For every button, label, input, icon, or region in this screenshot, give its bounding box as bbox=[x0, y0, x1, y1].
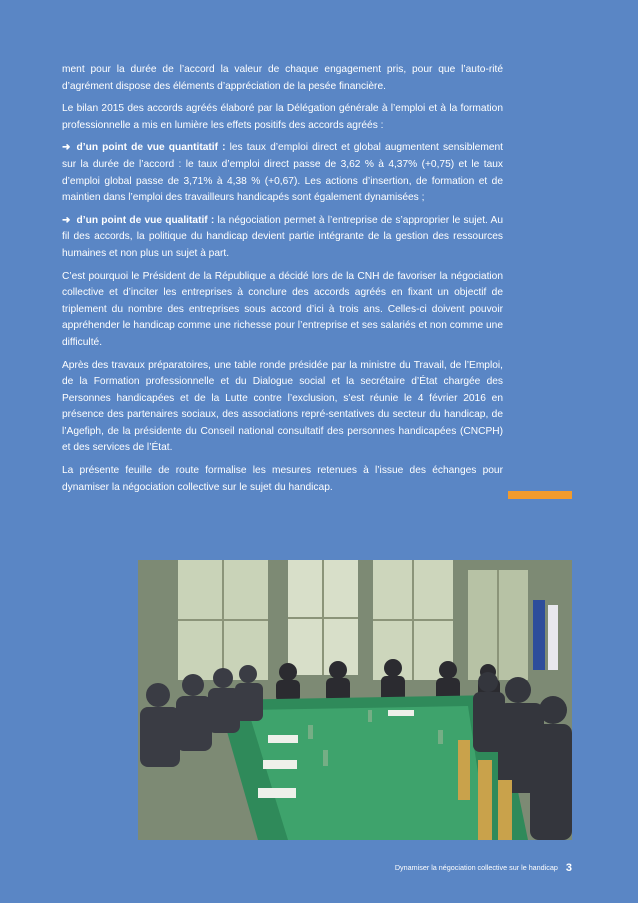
bullet-lead: d’un point de vue quantitatif : bbox=[76, 142, 226, 154]
footer-title: Dynamiser la négociation collective sur le handicap bbox=[394, 863, 558, 872]
bullet-text: la négociation permet à l’entreprise de s’approprier le sujet. Au fil des accords, la politique du handicap devient partie intégrante de la gestion des ressources humaines et non plus un sujet à part. bbox=[62, 214, 503, 259]
arrow-right-icon: ➜ bbox=[62, 214, 71, 226]
paragraph: C’est pourquoi le Président de la République a décidé lors de la CNH de favoriser la négociation collective et d’inciter les entreprises à conclure des accords agréés en fixant un objectif de triplement du nombre des entreprises sous accord d’ici à trois ans. Celles-ci doivent pouvoir appréhender le handicap comme une richesse pour l’entreprise et ses salariés et non comme une difficulté. bbox=[62, 270, 503, 348]
bullet-item bbox=[62, 213, 503, 263]
meeting-photo-illustration bbox=[138, 560, 572, 840]
paragraph: La présente feuille de route formalise les mesures retenues à l’issue des échanges pour dynamiser la négociation collective sur le sujet du handicap. bbox=[62, 465, 503, 493]
accent-bar bbox=[508, 491, 572, 499]
paragraph: Après des travaux préparatoires, une table ronde présidée par la ministre du Travail, de l’Emploi, de la Formation professionnelle et du Dialogue social et la secrétaire d’État chargée des Personnes handicapées et de la Lutte contre l’exclusion, s’est réunie le 4 février 2016 en présence des partenaires sociaux, des associations repré-sentatives du secteur du handicap, de l’Agefiph, de la présidente du Conseil national consultatif des personnes handicapées (CNCPH) et des services de l’État. bbox=[62, 359, 503, 454]
body-text bbox=[62, 62, 503, 502]
bullet-lead: d’un point de vue qualitatif : bbox=[76, 214, 215, 226]
bullet-text: les taux d’emploi direct et global augmentent sensiblement sur la durée de l’accord : le taux d’emploi direct passe de 3,62 % à 4,37% (+0,75) et le taux d’emploi global passe de 3,71% à 4,38 % (+0,67). Les actions d’insertion, de formation et de maintien dans l’emploi des travailleurs handicapés sont également dynamisées ; bbox=[62, 142, 503, 204]
arrow-right-icon: ➜ bbox=[62, 142, 71, 154]
meeting-photo bbox=[138, 560, 572, 840]
page-number: 3 bbox=[565, 862, 572, 874]
paragraph: ment pour la durée de l’accord la valeur de chaque engagement pris, pour que l’auto-rité d’agrément dispose des éléments d’appréciation de la pesée financière. bbox=[62, 64, 503, 92]
page-footer bbox=[395, 862, 572, 874]
paragraph: Le bilan 2015 des accords agréés élaboré par la Délégation générale à l’emploi et à la formation professionnelle a mis en lumière les effets positifs des accords agréés : bbox=[62, 103, 503, 131]
bullet-item bbox=[62, 140, 503, 206]
